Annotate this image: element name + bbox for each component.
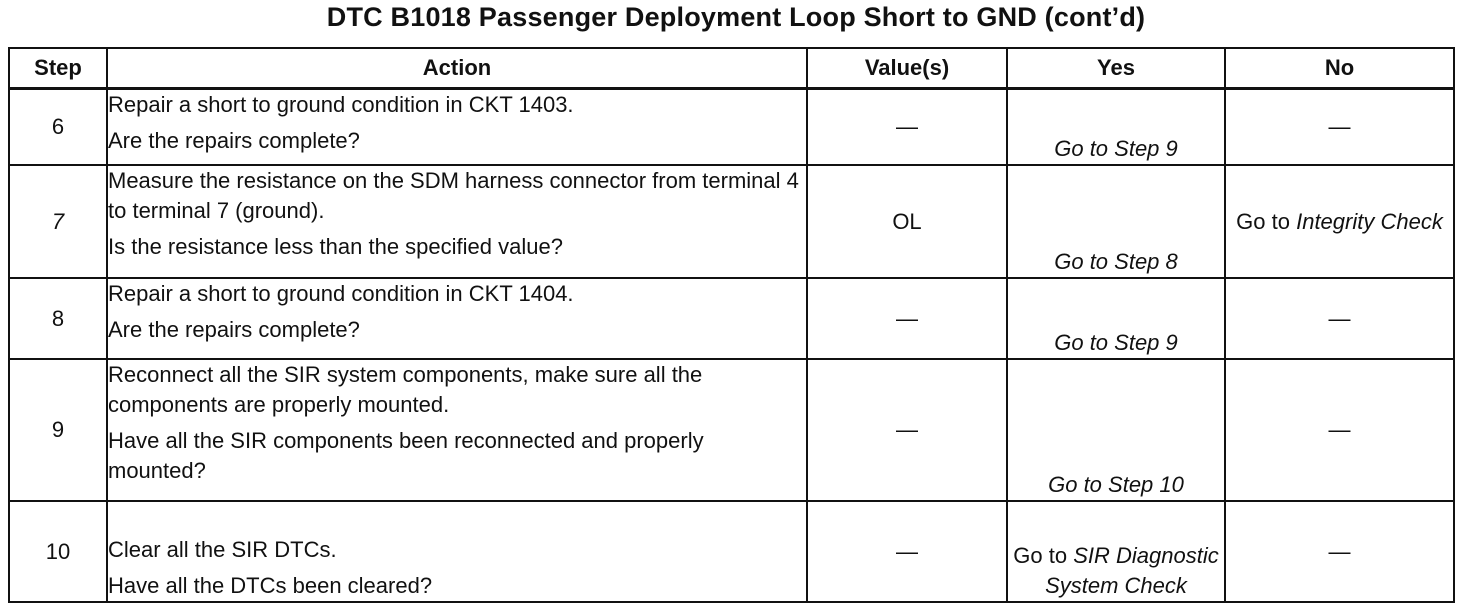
action-cell [107, 359, 807, 501]
yes-cell [1007, 165, 1225, 278]
action-instruction: Repair a short to ground condition in CKT 1403. [108, 92, 574, 117]
no-cell: — [1225, 359, 1454, 501]
header-step: Step [9, 48, 107, 89]
action-instruction: Clear all the SIR DTCs. [108, 537, 337, 562]
header-row [9, 48, 1454, 89]
value-cell: — [807, 89, 1007, 166]
no-cell: — [1225, 89, 1454, 166]
page-title: DTC B1018 Passenger Deployment Loop Short to GND (cont’d) [326, 2, 1146, 32]
table-row [9, 359, 1454, 501]
step-number: 8 [9, 278, 107, 359]
action-instruction: Measure the resistance on the SDM harness connector from terminal 4 to terminal 7 (ground). [108, 168, 799, 224]
step-number: 6 [9, 89, 107, 166]
table-row [9, 278, 1454, 359]
value-cell: — [807, 359, 1007, 501]
no-goto-target: Integrity Check [1296, 208, 1443, 234]
action-cell [107, 278, 807, 359]
value-cell: — [807, 278, 1007, 359]
action-question: Are the repairs complete? [108, 128, 360, 153]
action-question: Are the repairs complete? [108, 317, 360, 343]
step-number: 9 [9, 359, 107, 501]
step-number: 10 [9, 501, 107, 602]
action-cell [107, 89, 807, 166]
yes-goto-target: SIR Diagnostic System Check [1045, 543, 1219, 598]
table-row [9, 165, 1454, 278]
yes-cell [1007, 359, 1225, 501]
header-no: No [1225, 48, 1454, 89]
yes-goto-link: Go to Step 9 [1054, 136, 1178, 162]
no-cell: — [1225, 278, 1454, 359]
no-cell: — [1225, 501, 1454, 602]
yes-goto-prefix: Go to [1013, 543, 1068, 568]
yes-goto-link: Go to Step 10 [1048, 472, 1184, 498]
action-cell [107, 501, 807, 602]
diagnostic-table [8, 47, 1455, 603]
yes-cell [1007, 89, 1225, 166]
yes-cell [1007, 501, 1225, 602]
no-cell [1225, 165, 1454, 278]
action-cell [107, 165, 807, 278]
header-yes: Yes [1007, 48, 1225, 89]
header-value: Value(s) [807, 48, 1007, 89]
value-cell: OL [807, 165, 1007, 278]
yes-cell [1007, 278, 1225, 359]
step-number: 7 [9, 165, 107, 278]
value-cell: — [807, 501, 1007, 602]
no-goto-prefix: Go to [1236, 208, 1290, 234]
action-instruction: Reconnect all the SIR system components, make sure all the components are properly mounted. [108, 361, 703, 417]
yes-goto-link: Go to Step 9 [1054, 329, 1178, 355]
action-question: Have all the SIR components been reconnected and properly mounted? [108, 427, 704, 483]
table-row [9, 89, 1454, 166]
action-question: Have all the DTCs been cleared? [108, 573, 433, 598]
yes-goto-link: Go to Step 8 [1054, 249, 1178, 275]
action-instruction: Repair a short to ground condition in CKT 1404. [108, 281, 574, 307]
action-question: Is the resistance less than the specified value? [108, 234, 563, 260]
header-action: Action [107, 48, 807, 89]
table-row [9, 501, 1454, 602]
